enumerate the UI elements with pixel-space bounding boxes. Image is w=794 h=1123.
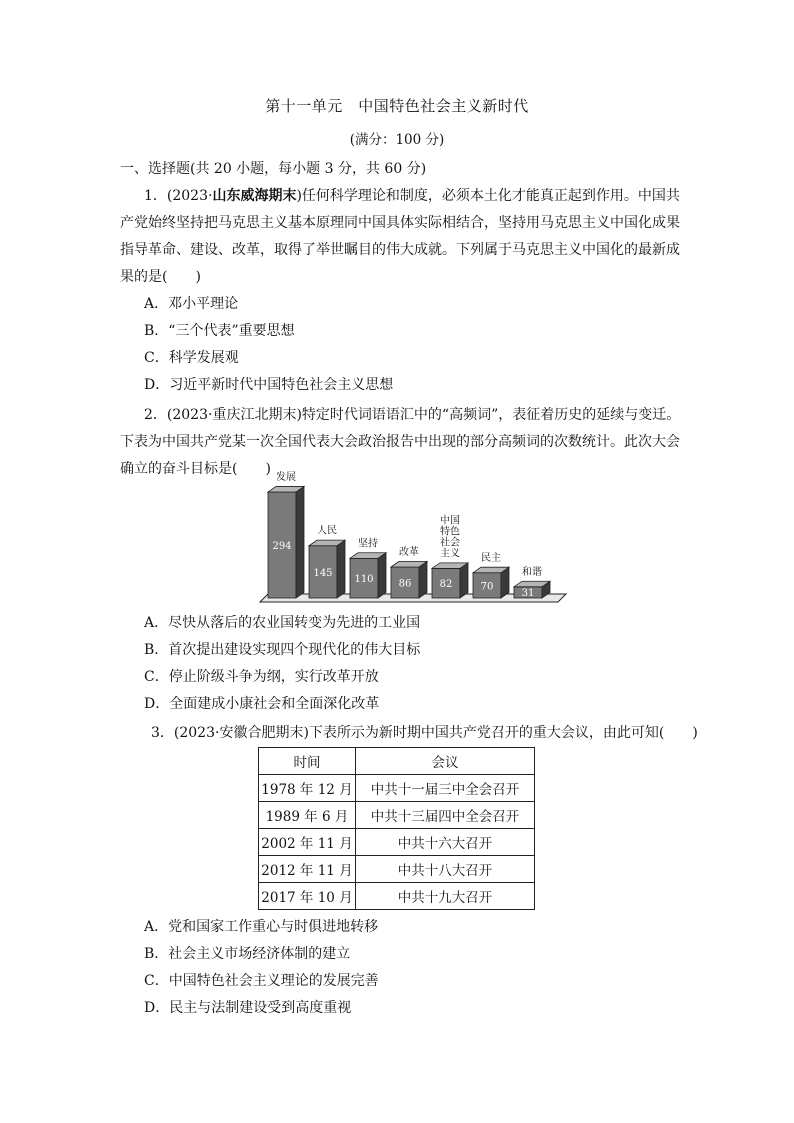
question-1-text: )任何科学理论和制度，必须本土化才能真正起到作用。中国共 xyxy=(296,188,680,204)
bar-side xyxy=(460,563,468,598)
question-2-option-b: B．首次提出建设实现四个现代化的伟大目标 xyxy=(144,642,421,658)
table-cell-meeting: 中共十三届四中全会召开 xyxy=(356,802,535,829)
bar-value-label: 31 xyxy=(521,588,535,599)
table-row xyxy=(259,775,535,802)
question-2-option-a: A．尽快从落后的农业国转变为先进的工业国 xyxy=(144,615,421,631)
bar-side xyxy=(296,486,304,598)
table-cell-meeting: 中共十六大召开 xyxy=(356,829,535,856)
table-row xyxy=(259,883,535,910)
bar-category-label: 和谐 xyxy=(522,566,542,578)
bar-category-label: 人民 xyxy=(317,525,337,537)
question-1-line-2: 产党始终坚持把马克思主义基本原理同中国具体实际相结合，坚持用马克思主义中国化成果 xyxy=(120,215,680,231)
question-1-line-1 xyxy=(144,183,680,210)
bar-category-label: 主义 xyxy=(440,548,460,560)
question-3-option-a: A．党和国家工作重心与时俱进地转移 xyxy=(144,919,379,935)
score-note: (满分：100 分) xyxy=(349,132,445,148)
bar-value-label: 86 xyxy=(398,578,412,590)
question-1-option-c: C．科学发展观 xyxy=(144,350,239,366)
table-cell-time: 2012 年 11 月 xyxy=(259,856,356,883)
table-header-row xyxy=(259,748,535,775)
question-1-option-a: A．邓小平理论 xyxy=(144,296,239,312)
question-1-option-d: D．习近平新时代中国特色社会主义思想 xyxy=(144,377,394,393)
question-1-number: 1．(2023· xyxy=(144,188,213,204)
question-2-line-3: 确立的奋斗目标是( ) xyxy=(120,461,271,477)
bar-category-label: 特色 xyxy=(440,526,460,538)
meetings-table xyxy=(258,747,535,910)
question-2-line-1: 2．(2023·重庆江北期末)特定时代词语语汇中的“高频词”，表征着历史的延续与变迁。 xyxy=(144,407,681,423)
table-cell-time: 2017 年 10 月 xyxy=(259,883,356,910)
question-3-option-c: C．中国特色社会主义理论的发展完善 xyxy=(144,973,379,989)
table-cell-meeting: 中共十八大召开 xyxy=(356,856,535,883)
bar-value-label: 70 xyxy=(480,581,494,593)
bar-side xyxy=(378,553,386,598)
bar-category-label: 中国 xyxy=(440,515,460,527)
section-heading: 一、选择题(共 20 小题，每小题 3 分，共 60 分) xyxy=(120,161,427,177)
question-3-option-b: B．社会主义市场经济体制的建立 xyxy=(144,946,351,962)
bar-category-label: 社会 xyxy=(440,537,460,549)
bar-category-label: 民主 xyxy=(481,552,501,564)
question-2-option-c: C．停止阶级斗争为纲，实行改革开放 xyxy=(144,669,379,685)
unit-title: 第十一单元 中国特色社会主义新时代 xyxy=(265,97,529,115)
table-cell-meeting: 中共十一届三中全会召开 xyxy=(356,775,535,802)
question-3-option-d: D．民主与法制建设受到高度重视 xyxy=(144,1000,352,1016)
bar-category-label: 坚持 xyxy=(358,538,378,550)
bar-value-label: 82 xyxy=(439,579,453,591)
table-header-time: 时间 xyxy=(259,748,356,775)
table-row xyxy=(259,802,535,829)
question-2-line-2: 下表为中国共产党某一次全国代表大会政治报告中出现的部分高频词的次数统计。此次大会 xyxy=(120,434,680,450)
bar-category-label: 发展 xyxy=(276,472,296,484)
table-cell-time: 1989 年 6 月 xyxy=(259,802,356,829)
question-1-option-b: B．“三个代表”重要思想 xyxy=(144,323,295,339)
bar-value-label: 110 xyxy=(354,574,374,586)
table-row xyxy=(259,829,535,856)
bar-category-label: 改革 xyxy=(399,547,419,559)
table-row xyxy=(259,856,535,883)
question-1-source: 山东威海期末 xyxy=(212,188,297,204)
bar-value-label: 294 xyxy=(272,541,292,553)
question-2-option-d: D．全面建成小康社会和全面深化改革 xyxy=(144,696,380,712)
table-cell-time: 1978 年 12 月 xyxy=(259,775,356,802)
bar-value-label: 145 xyxy=(313,567,333,579)
table-header-meeting: 会议 xyxy=(356,748,535,775)
table-cell-meeting: 中共十九大召开 xyxy=(356,883,535,910)
high-frequency-word-bar-chart xyxy=(258,472,570,606)
table-cell-time: 2002 年 11 月 xyxy=(259,829,356,856)
question-3-line-1: 3．(2023·安徽合肥期末)下表所示为新时期中国共产党召开的重大会议，由此可知( ) xyxy=(151,725,698,741)
bar-side xyxy=(419,561,427,598)
bar-side xyxy=(337,540,345,598)
question-1-line-3: 指导革命、建设、改革，取得了举世瞩目的伟大成就。下列属于马克思主义中国化的最新成 xyxy=(120,242,680,258)
question-1-line-4: 果的是( ) xyxy=(120,269,201,285)
